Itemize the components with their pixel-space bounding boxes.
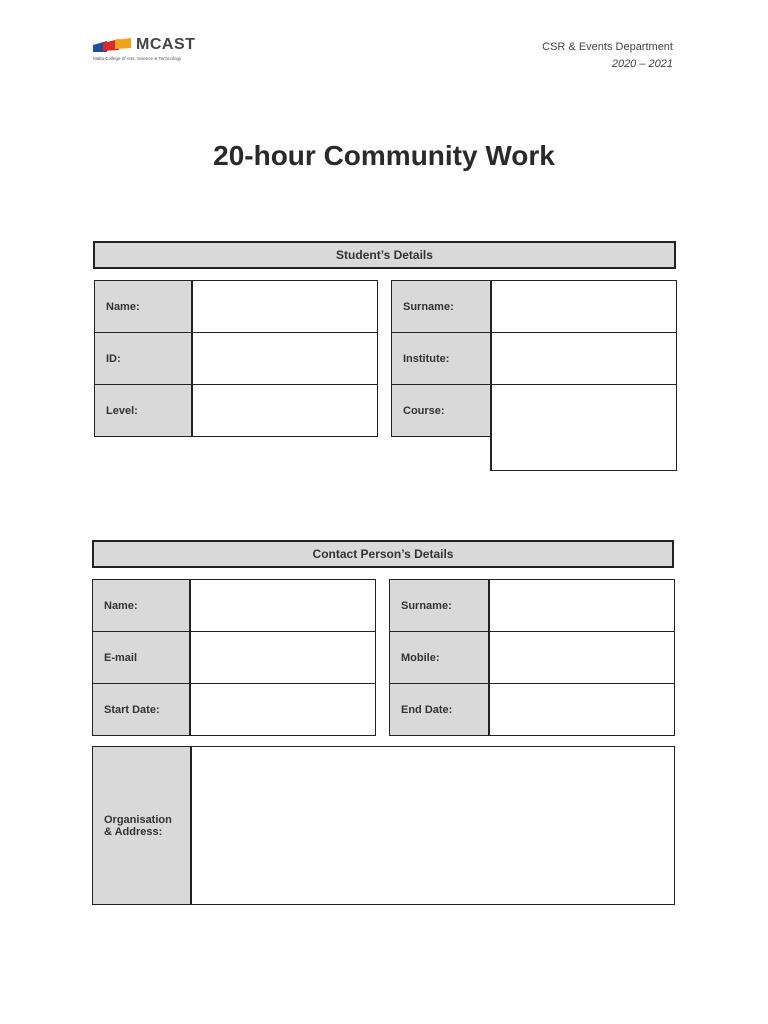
contact-details-right-table [389, 579, 675, 736]
contact-surname-field[interactable] [489, 580, 675, 632]
contact-details-heading-text: Contact Person’s Details [312, 547, 454, 561]
organisation-address-field[interactable] [191, 747, 675, 905]
student-course-field[interactable] [491, 385, 677, 471]
student-course-label: Course: [392, 385, 491, 437]
mcast-logo [93, 36, 208, 66]
student-details-left-table [94, 280, 378, 437]
student-details-right-table [391, 280, 677, 471]
contact-email-field[interactable] [190, 632, 376, 684]
organisation-label-line2: & Address: [104, 825, 163, 838]
student-level-label: Level: [95, 385, 192, 437]
student-details-heading [93, 241, 676, 269]
page-title: 20-hour Community Work [213, 140, 555, 171]
organisation-address-label [93, 747, 191, 905]
contact-mobile-field[interactable] [489, 632, 675, 684]
logo-subtitle: Malta College of Arts, Science & Technology [93, 56, 182, 61]
student-name-field[interactable] [192, 281, 378, 333]
contact-surname-label: Surname: [390, 580, 489, 632]
department-label: CSR & Events Department [542, 41, 673, 53]
contact-end-date-label: End Date: [390, 684, 489, 736]
contact-name-label: Name: [93, 580, 190, 632]
contact-name-field[interactable] [190, 580, 376, 632]
contact-start-date-field[interactable] [190, 684, 376, 736]
contact-end-date-field[interactable] [489, 684, 675, 736]
mcast-logo-mark-icon [93, 38, 131, 52]
student-institute-field[interactable] [491, 333, 677, 385]
student-id-label: ID: [95, 333, 192, 385]
student-name-label: Name: [95, 281, 192, 333]
contact-details-left-table [92, 579, 376, 736]
organisation-table [92, 746, 675, 905]
contact-mobile-label: Mobile: [390, 632, 489, 684]
student-surname-label: Surname: [392, 281, 491, 333]
student-institute-label: Institute: [392, 333, 491, 385]
contact-email-label: E-mail [93, 632, 190, 684]
course-spacer [392, 437, 491, 471]
student-level-field[interactable] [192, 385, 378, 437]
student-details-heading-text: Student’s Details [336, 248, 433, 262]
organisation-label-line1: Organisation [104, 813, 172, 826]
student-id-field[interactable] [192, 333, 378, 385]
logo-text: MCAST [136, 36, 196, 53]
academic-years: 2020 – 2021 [611, 58, 673, 70]
student-surname-field[interactable] [491, 281, 677, 333]
contact-start-date-label: Start Date: [93, 684, 190, 736]
contact-details-heading [92, 540, 674, 568]
